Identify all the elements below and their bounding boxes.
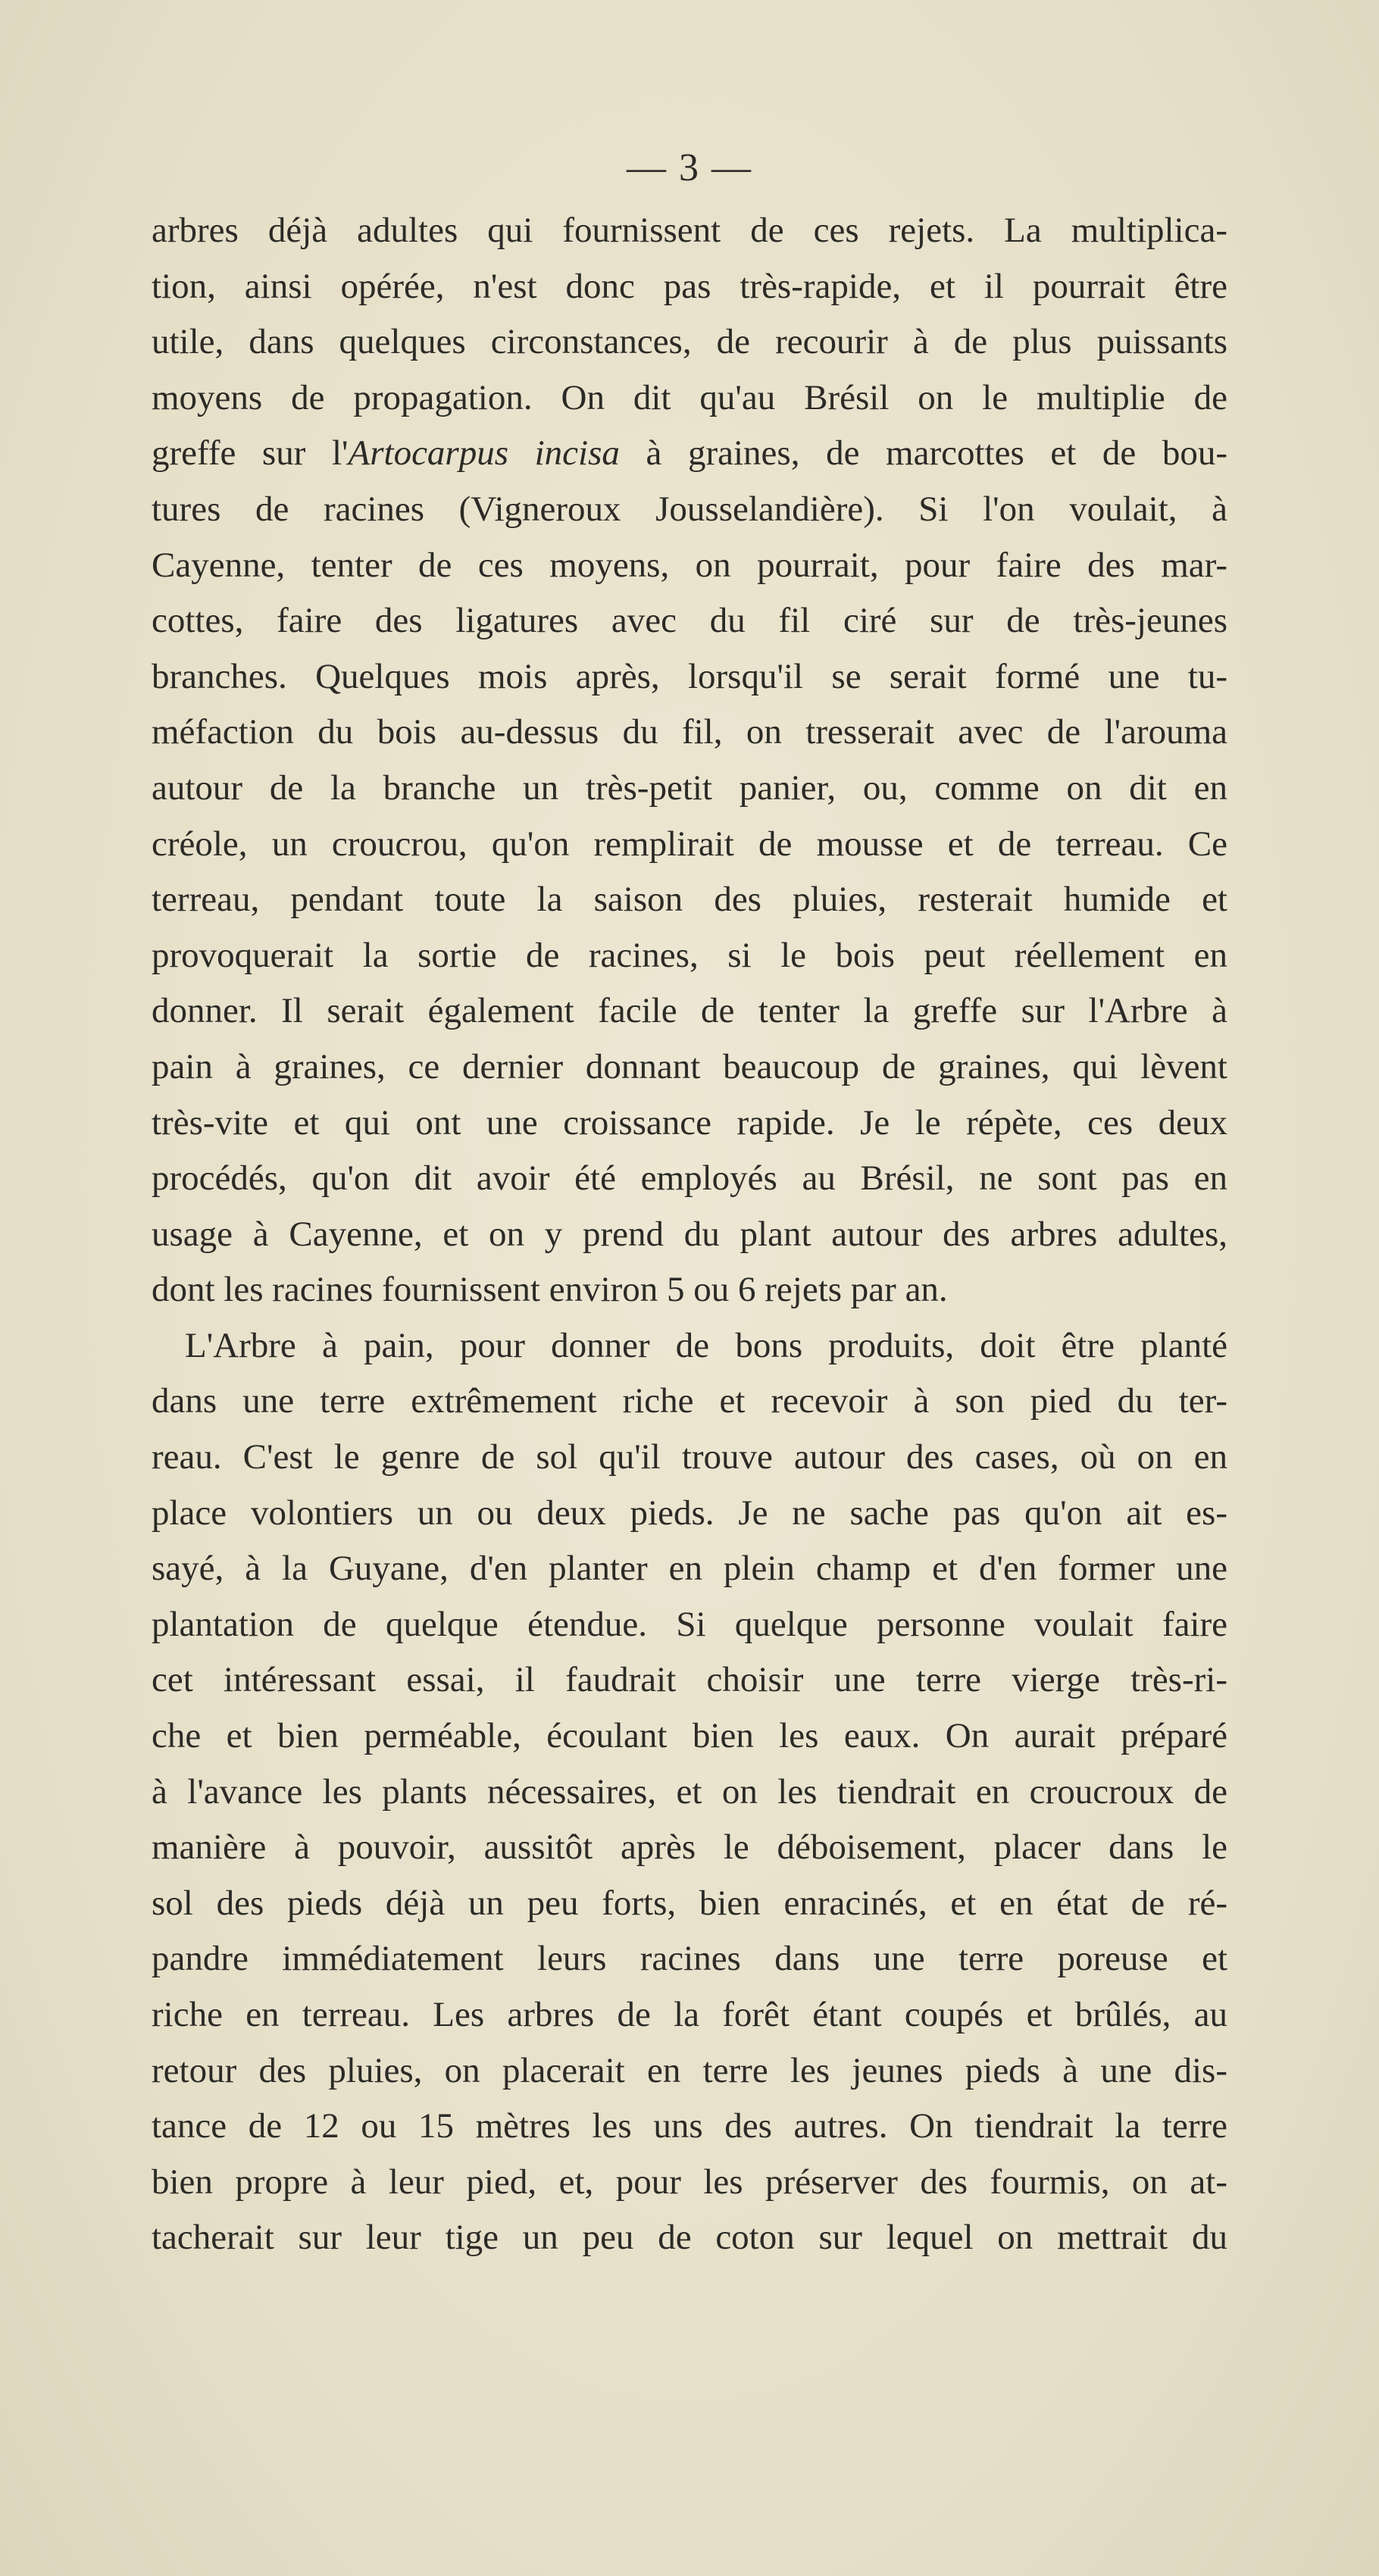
text-line: riche en terreau. Les arbres de la forêt étant coupés et brûlés, au (152, 1995, 1227, 2034)
text-line: tance de 12 ou 15 mètres les uns des autres. On tiendrait la terre (152, 2106, 1227, 2146)
page-number: — 3 — (627, 146, 752, 189)
text-line: pandre immédiatement leurs racines dans une terre poreuse et (152, 1939, 1227, 1979)
text-line: provoquerait la sortie de racines, si le bois peut réellement en (152, 935, 1227, 975)
text-line: tures de racines (Vigneroux Jousselandière). Si l'on voulait, à (152, 489, 1227, 529)
text-line: retour des pluies, on placerait en terre les jeunes pieds à une dis- (152, 2050, 1227, 2090)
text-line (152, 426, 1227, 482)
text-run: greffe sur l' (152, 433, 349, 474)
text-line: autour de la branche un très-petit panier, ou, comme on dit en (152, 767, 1227, 808)
text-line: donner. Il serait également facile de tenter la greffe sur l'Arbre à (152, 991, 1227, 1031)
text-line: à l'avance les plants nécessaires, et on les tiendrait en croucroux de (152, 1771, 1227, 1812)
text-line: terreau, pendant toute la saison des pluies, resterait humide et (152, 880, 1227, 920)
text-line: plantation de quelque étendue. Si quelque personne voulait faire (152, 1604, 1227, 1644)
text-line: che et bien perméable, écoulant bien les eaux. On aurait préparé (152, 1716, 1227, 1756)
text-run: à graines, de marcottes et de bou- (619, 433, 1227, 474)
text-line: Cayenne, tenter de ces moyens, on pourrait, pour faire des mar- (152, 545, 1227, 585)
text-line: sol des pieds déjà un peu forts, bien enracinés, et en état de ré- (152, 1883, 1227, 1923)
text-line: procédés, qu'on dit avoir été employés au Brésil, ne sont pas en (152, 1158, 1227, 1199)
text-line: dont les racines fournissent environ 5 ou 6 rejets par an. (152, 1270, 948, 1310)
text-line: très-vite et qui ont une croissance rapide. Je le répète, ces deux (152, 1102, 1227, 1143)
text-line: tion, ainsi opérée, n'est donc pas très-rapide, et il pourrait être (152, 266, 1227, 306)
text-line: moyens de propagation. On dit qu'au Brésil on le multiplie de (152, 377, 1227, 417)
text-line: branches. Quelques mois après, lorsqu'il se serait formé une tu- (152, 656, 1227, 696)
text-line: sayé, à la Guyane, d'en planter en plein champ et d'en former une (152, 1549, 1227, 1589)
text-line: L'Arbre à pain, pour donner de bons produits, doit être planté (185, 1325, 1227, 1365)
text-line: manière à pouvoir, aussitôt après le déboisement, placer dans le (152, 1827, 1227, 1868)
text-line: cet intéressant essai, il faudrait choisir une terre vierge très-ri- (152, 1660, 1227, 1700)
text-line: arbres déjà adultes qui fournissent de ces rejets. La multiplica- (152, 211, 1227, 250)
text-line: place volontiers un ou deux pieds. Je ne sache pas qu'on ait es- (152, 1493, 1227, 1533)
text-line: créole, un croucrou, qu'on remplirait de mousse et de terreau. Ce (152, 824, 1227, 864)
text-line: reau. C'est le genre de sol qu'il trouve autour des cases, où on en (152, 1437, 1227, 1477)
text-line: usage à Cayenne, et on y prend du plant autour des arbres adultes, (152, 1214, 1227, 1254)
text-line: pain à graines, ce dernier donnant beaucoup de graines, qui lèvent (152, 1046, 1227, 1086)
text-line: cottes, faire des ligatures avec du fil ciré sur de très-jeunes (152, 601, 1227, 641)
text-line: dans une terre extrêmement riche et recevoir à son pied du ter- (152, 1381, 1227, 1421)
text-line: tacherait sur leur tige un peu de coton sur lequel on mettrait du (152, 2218, 1227, 2258)
text-line: bien propre à leur pied, et, pour les préserver des fourmis, on at- (152, 2162, 1227, 2202)
text-line: utile, dans quelques circonstances, de recourir à de plus puissants (152, 322, 1227, 362)
text-line: méfaction du bois au-dessus du fil, on tresserait avec de l'arouma (152, 712, 1227, 752)
species-name: Artocarpus incisa (348, 433, 620, 474)
body-text (152, 203, 1227, 2266)
